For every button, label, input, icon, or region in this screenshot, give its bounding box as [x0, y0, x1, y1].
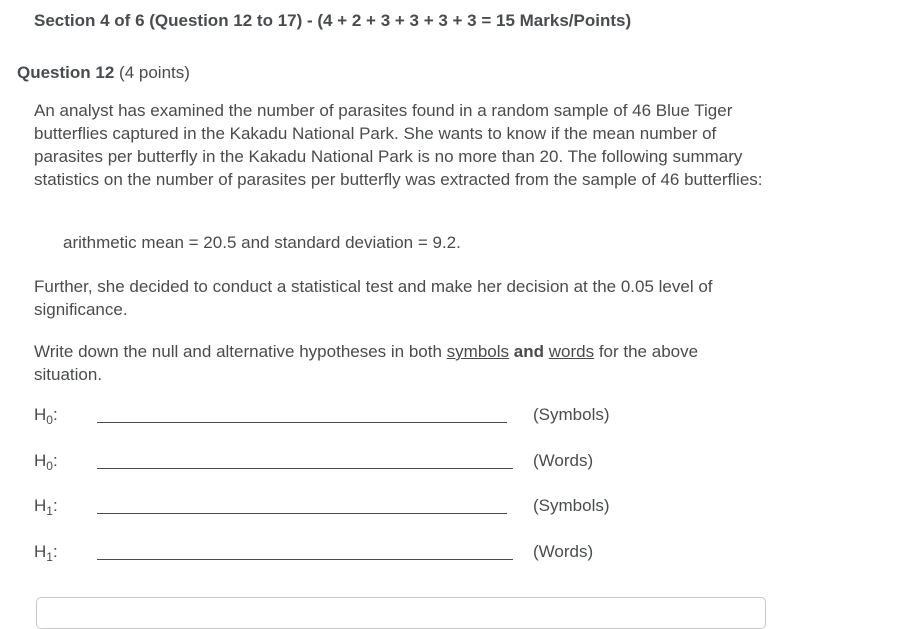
hypothesis-label: $H_1$:: [34, 542, 58, 564]
question-body: [34, 99, 774, 191]
answer-blank: [97, 513, 507, 514]
hypothesis-note: (Words): [533, 451, 594, 470]
question-paragraph-3: [34, 340, 754, 386]
hypothesis-label: $H_0$:: [34, 451, 58, 473]
words-word: words: [548, 342, 595, 361]
hypothesis-note: (Words): [533, 542, 594, 561]
hypothesis-row-h0-symbols: [34, 405, 654, 433]
answer-blank: [97, 422, 507, 423]
paragraph-3-part-2: for the above situation.: [34, 342, 699, 384]
hypothesis-row-h1-words: [34, 542, 654, 570]
question-paragraph-2: Further, she decided to conduct a statistical test and make her decision at the 0.05 level of significance.: [34, 277, 713, 319]
hypothesis-note: (Symbols): [533, 496, 610, 515]
answer-blank: [97, 559, 513, 560]
answer-text-area[interactable]: [36, 597, 766, 629]
question-name: Question 12: [17, 63, 115, 82]
symbols-word: symbols: [446, 342, 510, 361]
question-points: (4 points): [119, 63, 190, 82]
question-title: [17, 63, 190, 83]
paragraph-3-part-1: Write down the null and alternative hypotheses in both: [34, 342, 447, 361]
summary-statistics: arithmetic mean = 20.5 and standard deviation = 9.2.: [63, 233, 461, 252]
question-paragraph-1: An analyst has examined the number of parasites found in a random sample of 46 Blue Tiger butterflies captured in the Kakadu National Park. She wants to know if the mean number of parasites per butterfly in the Kakadu National Park is no more than 20. The following summary statistics on the number of parasites per butterfly was extracted from the sample of 46 butterflies:: [34, 101, 763, 189]
hypothesis-row-h1-symbols: [34, 496, 654, 524]
section-header: Section 4 of 6 (Question 12 to 17) - (4 + 2 + 3 + 3 + 3 + 3 = 15 Marks/Points): [34, 11, 632, 30]
and-word: and: [513, 342, 544, 361]
hypothesis-label: $H_0$:: [34, 405, 58, 427]
answer-blank: [97, 468, 513, 469]
hypothesis-note: (Symbols): [533, 405, 610, 424]
hypothesis-row-h0-words: [34, 451, 654, 479]
hypothesis-label: $H_1$:: [34, 496, 58, 518]
